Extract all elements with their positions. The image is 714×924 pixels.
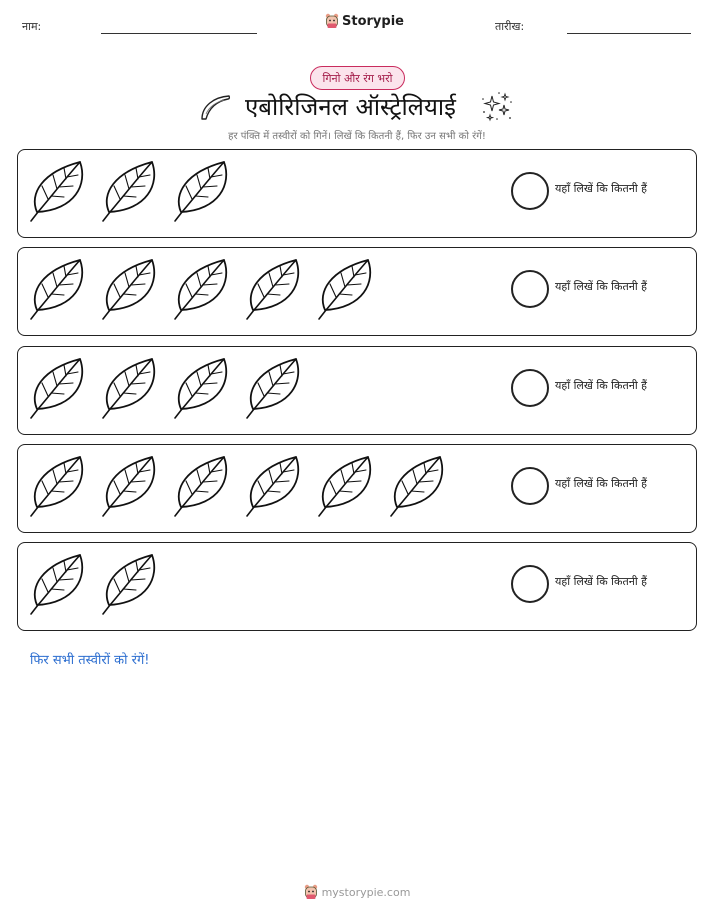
leaf-icon[interactable] xyxy=(244,256,309,322)
storypie-mascot-icon xyxy=(325,13,339,29)
leaf-icon[interactable] xyxy=(172,256,237,322)
leaf-icon[interactable] xyxy=(100,453,165,519)
leaf-icon[interactable] xyxy=(388,453,453,519)
brand-name: Storypie xyxy=(342,13,404,29)
leaf-icon[interactable] xyxy=(244,355,309,421)
answer-circle[interactable] xyxy=(511,467,549,505)
answer-circle[interactable] xyxy=(511,565,549,603)
leaf-group xyxy=(28,158,237,228)
counting-row xyxy=(17,542,697,631)
answer-circle[interactable] xyxy=(511,369,549,407)
leaf-icon[interactable] xyxy=(28,551,93,617)
answer-prompt: यहाँ लिखें कि कितनी हैं xyxy=(555,575,648,588)
footer-note: फिर सभी तस्वीरों को रंगें! xyxy=(30,653,150,668)
answer-prompt: यहाँ लिखें कि कितनी हैं xyxy=(555,477,648,490)
leaf-group xyxy=(28,355,309,425)
counting-row xyxy=(17,247,697,336)
answer-prompt: यहाँ लिखें कि कितनी हैं xyxy=(555,182,648,195)
instructions: हर पंक्ति में तस्वीरों को गिनें। लिखें कि कितनी हैं, फिर उन सभी को रंगें! xyxy=(228,131,486,142)
answer-prompt: यहाँ लिखें कि कितनी हैं xyxy=(555,280,648,293)
name-line[interactable] xyxy=(101,33,257,34)
answer-prompt: यहाँ लिखें कि कितनी हैं xyxy=(555,379,648,392)
activity-badge: गिनो और रंग भरो xyxy=(310,66,405,90)
leaf-icon[interactable] xyxy=(244,453,309,519)
date-line[interactable] xyxy=(567,33,691,34)
answer-circle[interactable] xyxy=(511,172,549,210)
leaf-icon[interactable] xyxy=(172,453,237,519)
leaf-icon[interactable] xyxy=(172,158,237,224)
leaf-group xyxy=(28,551,165,621)
worksheet-header xyxy=(0,0,714,50)
date-label: तारीख: xyxy=(495,20,525,33)
footer xyxy=(0,884,714,900)
counting-row xyxy=(17,444,697,533)
leaf-icon[interactable] xyxy=(28,158,93,224)
name-label: नाम: xyxy=(22,20,42,33)
sparkle-icon xyxy=(480,90,514,124)
storypie-mascot-icon xyxy=(304,884,318,900)
leaf-icon[interactable] xyxy=(172,355,237,421)
leaf-icon[interactable] xyxy=(100,256,165,322)
brand-logo xyxy=(325,13,404,29)
leaf-icon[interactable] xyxy=(100,551,165,617)
title-row xyxy=(0,88,714,128)
leaf-icon[interactable] xyxy=(100,355,165,421)
banana-icon xyxy=(198,92,232,122)
leaf-icon[interactable] xyxy=(28,355,93,421)
leaf-icon[interactable] xyxy=(28,256,93,322)
page-title: एबोरिजिनल ऑस्ट्रेलियाई xyxy=(245,93,456,121)
leaf-icon[interactable] xyxy=(316,453,381,519)
leaf-group xyxy=(28,453,453,523)
leaf-icon[interactable] xyxy=(316,256,381,322)
counting-row xyxy=(17,149,697,238)
counting-row xyxy=(17,346,697,435)
leaf-icon[interactable] xyxy=(100,158,165,224)
answer-circle[interactable] xyxy=(511,270,549,308)
leaf-group xyxy=(28,256,381,326)
leaf-icon[interactable] xyxy=(28,453,93,519)
footer-url: mystorypie.com xyxy=(321,885,411,899)
